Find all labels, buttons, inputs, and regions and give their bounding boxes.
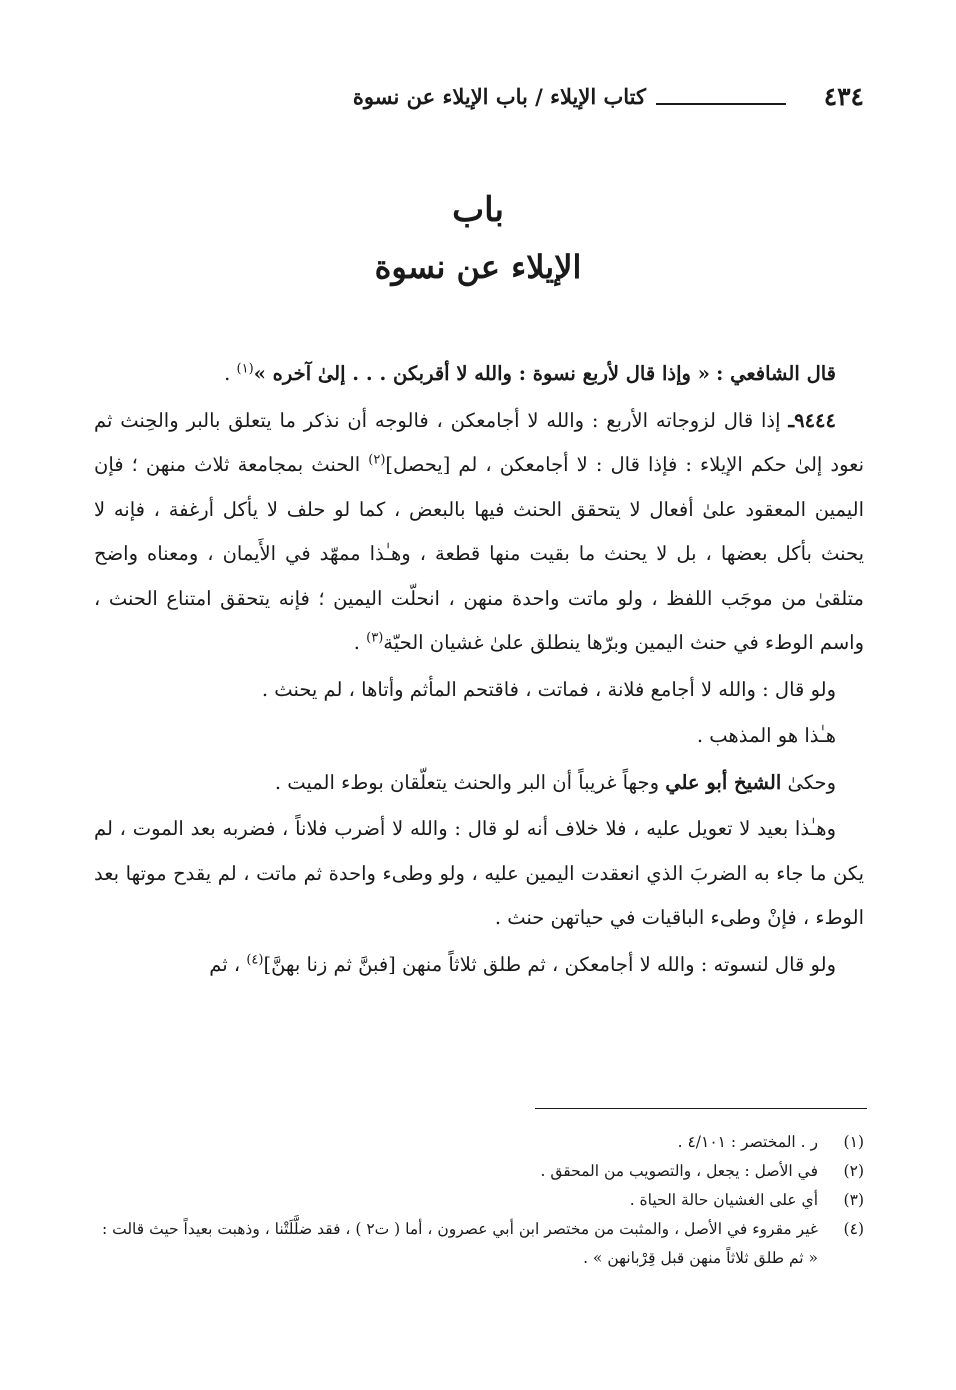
paragraph-6-a: ولو قال لنسوته : والله لا أجامعكن ، ثم طلق ثلاثاً منهن [فبنَّ ثم زنا بهنَّ] [263, 952, 836, 976]
paragraph-number: ٩٤٤٤ـ [788, 408, 836, 432]
paragraph-5: وهـٰذا بعيد لا تعويل عليه ، فلا خلاف أنه لو قال : والله لا أضرب فلاناً ، فضربه بعد الموت ، لم يكن ما جاء به الضربَ الذي انعقدت اليمين عليه ، ولو وطىء واحدة ثم ماتت ، لم يقدح موتها بعد الوطء ، فإنْ وطىء الباقيات في حياتهن حنث . [94, 817, 864, 929]
page-number: ٤٣٤ [823, 82, 864, 111]
paragraph-3: هـٰذا هو المذهب . [696, 724, 836, 747]
footnote-ref-2: (٢) [368, 452, 386, 468]
sentence-end: . [224, 362, 237, 385]
footnote-item [94, 1128, 864, 1157]
footnote-number: (١) [843, 1133, 864, 1151]
footnote-item [94, 1157, 864, 1186]
chapter-title: الإيلاء عن نسوة [374, 248, 582, 286]
footnote-text: في الأصل : يجعل ، والتصويب من المحقق . [540, 1162, 818, 1180]
paragraph-4-b: وجهاً غريباً أن البر والحنث يتعلّقان بوطء الميت . [274, 770, 666, 794]
header-rule [656, 103, 786, 105]
footnote-separator [535, 1108, 867, 1109]
speaker: قال الشافعي : [716, 362, 836, 385]
scholar-name: الشيخ أبو علي [665, 770, 782, 794]
paragraph-6-b: ، ثم [209, 952, 247, 976]
footnote-text: ر . المختصر : ٤/١٠١ . [677, 1133, 818, 1151]
paragraph-text-a: إذا قال لزوجاته الأربع : والله لا أجامعكن ، فالوجه أن نذكر ما يتعلق بالبر والحِنث ثم نعود إلىٰ حكم الإيلاء : فإذا قال : لا أجامعكن ، لم [يحصل] [94, 408, 864, 476]
paragraph-6 [94, 943, 864, 988]
footnote-item [94, 1186, 864, 1215]
paragraph-4 [94, 761, 864, 806]
footnote-text: غير مقروء في الأصل ، والمثبت من مختصر ابن أبي عصرون ، أما ( ت٢ ) ، فقد ضلَّلَتْنا ، وذهبت بعيداً حيث قالت : « ثم طلق ثلاثاً منهن قبل قِرْبانهن » . [101, 1220, 818, 1267]
footnote-number: (٣) [843, 1191, 864, 1209]
running-title: كتاب الإيلاء / باب الإيلاء عن نسوة [352, 84, 646, 109]
footnote-text: أي على الغشيان حالة الحياة . [629, 1191, 818, 1209]
footnote-ref-1: (١) [236, 361, 254, 377]
footnote-item [94, 1215, 864, 1273]
footnote-number: (٤) [843, 1220, 864, 1238]
footnote-ref-4: (٤) [246, 952, 264, 967]
footnotes [94, 1128, 864, 1273]
footnote-number: (٢) [843, 1162, 864, 1180]
quote: « وإذا قال لأربع نسوة : والله لا أقربكن . . . إلىٰ آخره » [253, 362, 710, 385]
paragraph-4-a: وحكىٰ [781, 770, 836, 794]
body-text [94, 352, 864, 989]
running-header [92, 82, 864, 122]
paragraph-text-b: الحنث بمجامعة ثلاث منهن ؛ فإن اليمين المعقود علىٰ أفعال لا يتحقق الحنث فيها بالبعض ، كما لو حلف لا يأكل أرغفة ، فإنه لا يحنث بأكل بعضها ، بل لا يحنث ما بقيت منها قطعة ، وهـٰذا ممهّد في الأَيمان ، ومعناه واضح متلقىٰ من موجَب اللفظ ، ولو ماتت واحدة منهن ، انحلّت اليمين ؛ فإنه يتحقق امتناع الحنث ، واسم الوطء في حنث اليمين وبرّها ينطلق علىٰ غشيان الحيّة [94, 453, 864, 654]
paragraph-2: ولو قال : والله لا أجامع فلانة ، فماتت ، فاقتحم المأثم وأتاها ، لم يحنث . [261, 677, 836, 701]
footnote-ref-3: (٣) [366, 630, 384, 646]
paragraph-9444 [94, 399, 864, 666]
paragraph-text-c: . [353, 631, 367, 654]
chapter-label: باب [452, 190, 504, 230]
shafii-quote-paragraph [94, 352, 864, 397]
